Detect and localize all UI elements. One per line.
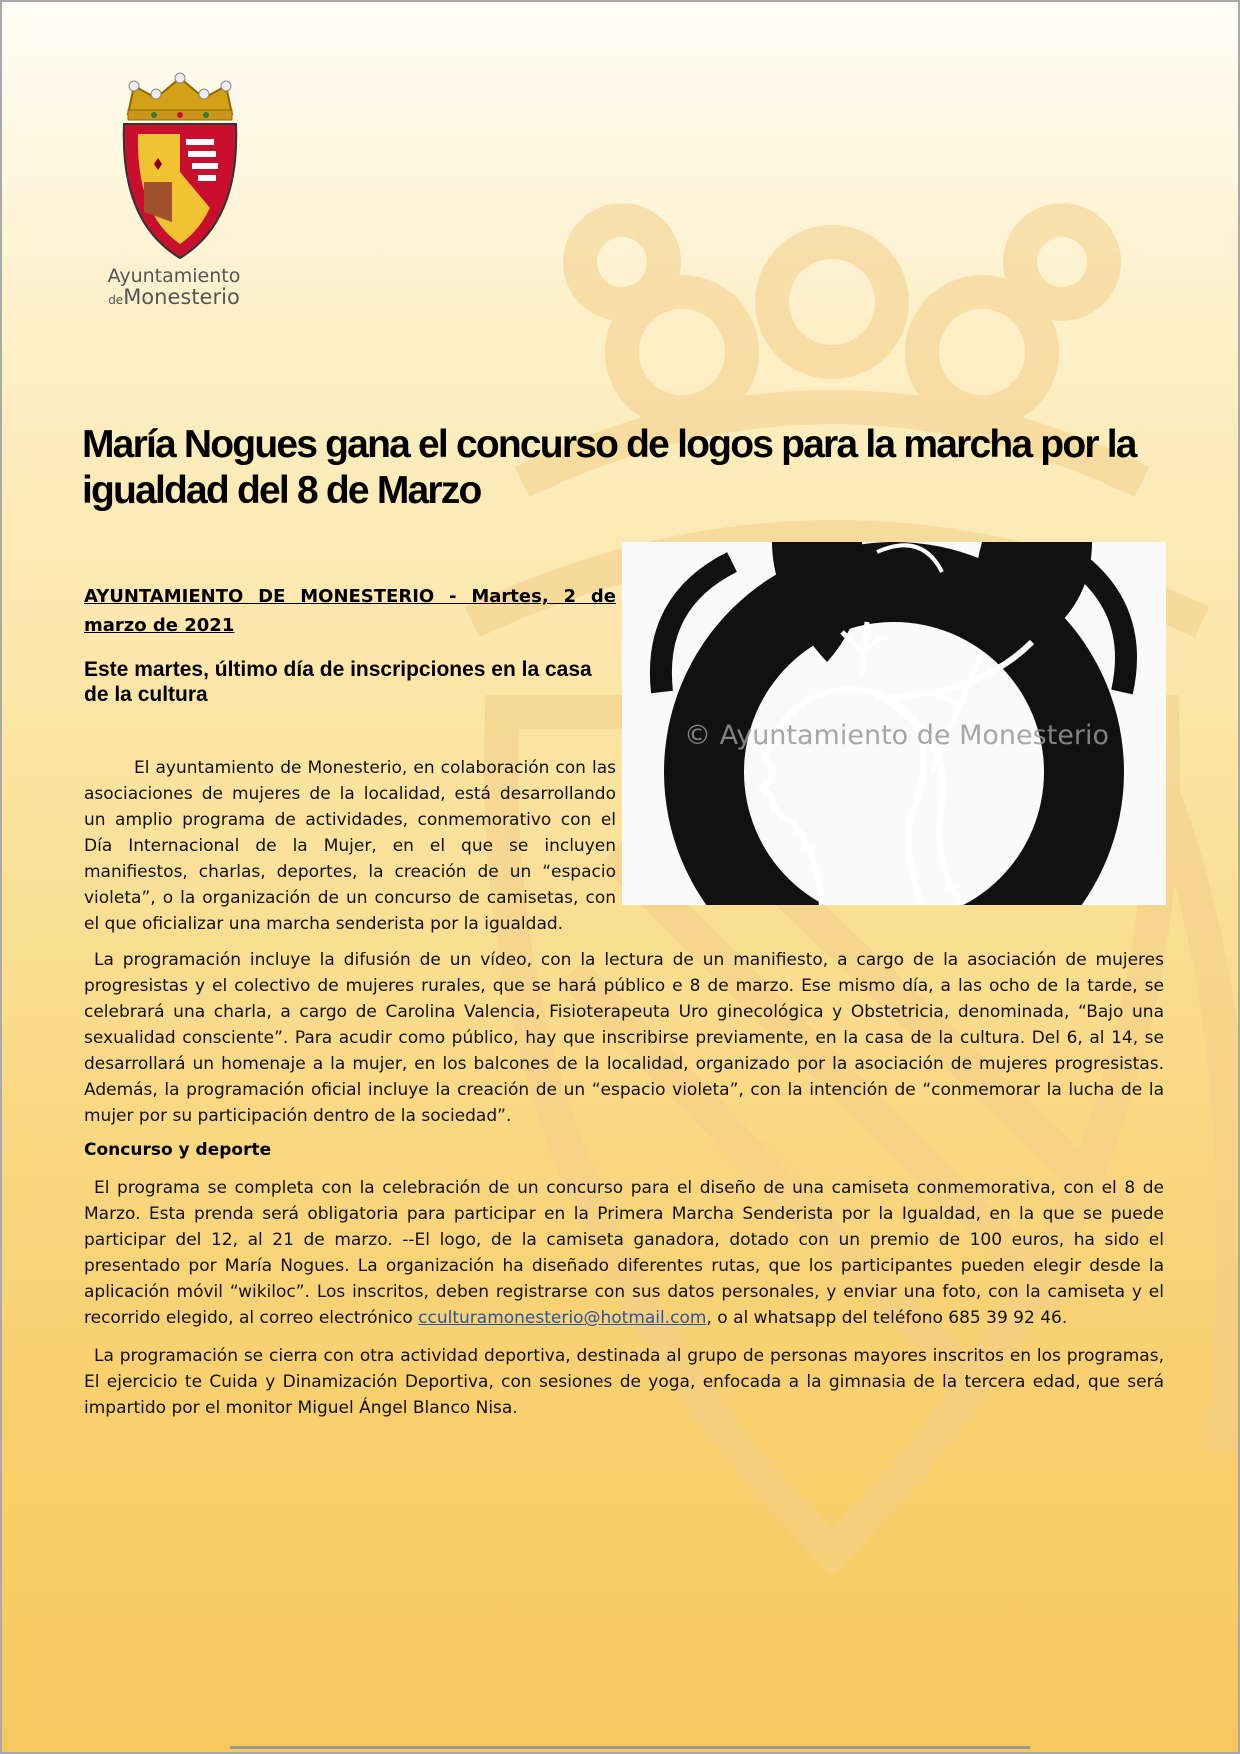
article-photo <box>622 542 1166 905</box>
coat-of-arms-icon <box>114 72 246 262</box>
footer-divider <box>230 1746 1030 1749</box>
paragraph-concurso-text: El programa se completa con la celebración de un concurso para el diseño de una camiseta conmemorativa, con el 8 de Marzo. Esta prenda será obligatoria para participar en la Primera Marcha Senderista por la Igualdad, en la que se puede participar del 12, al 21 de marzo. --El logo, de la camiseta ganadora, dotado con un premio de 100 euros, ha sido el presentado por María Nogues. La organización ha diseñado diferentes rutas, que los participantes pueden elegir desde la aplicación móvil “wikiloc”. Los inscritos, deben registrarse con sus datos personales, y enviar una foto, con la camiseta y el recorrido elegido, al correo electrónico <box>84 1178 1164 1328</box>
municipality-logo <box>104 72 254 311</box>
section-heading-concurso: Concurso y deporte <box>84 1140 272 1160</box>
paragraph-cierre: La programación se cierra con otra actividad deportiva, destinada al grupo de personas mayores inscritos en los programas, El ejercicio te Cuida y Dinamización Deportiva, con sesiones de yoga, enfocada a la gimnasia de la tercera edad, que será impartido por el monitor Miguel Ángel Blanco Nisa. <box>84 1346 1164 1418</box>
article-byline: AYUNTAMIENTO DE MONESTERIO - Martes, 2 de marzo de 2021 <box>84 586 616 636</box>
logo-line-2: Monesterio <box>123 285 240 309</box>
paragraph-concurso-text-end: , o al whatsapp del teléfono 685 39 92 46. <box>706 1308 1068 1328</box>
logo-line-2-prefix: de <box>108 293 124 307</box>
article-subtitle: Este martes, último día de inscripciones en la casa de la cultura <box>84 658 592 706</box>
photo-watermark: © Ayuntamiento de Monesterio <box>684 720 1110 751</box>
intro-paragraph: El ayuntamiento de Monesterio, en colaboración con las asociaciones de mujeres de la localidad, está desarrollando un amplio programa de actividades, conmemorativo con el Día Internacional de la Mujer, en el que se incluyen manifiestos, charlas, deportes, la creación de un “espacio violeta”, o la organización de un concurso de camisetas, con el que oficializar una marcha senderista por la igualdad. <box>84 758 616 934</box>
paragraph-concurso <box>84 1175 1164 1331</box>
email-link[interactable]: cculturamonesterio@hotmail.com <box>418 1308 707 1328</box>
paragraph-programacion: La programación incluye la difusión de un vídeo, con la lectura de un manifiesto, a cargo de la asociación de mujeres progresistas y el colectivo de mujeres rurales, que se hará público e 8 de marzo. Ese mismo día, a las ocho de la tarde, se celebrará una charla, a cargo de Carolina Valencia, Fisioterapeuta Uro ginecológica y Obstetricia, denominada, “Bajo una sexualidad consciente”. Para acudir como público, hay que inscribirse previamente, en la casa de la cultura. Del 6, al 14, se desarrollará un homenaje a la mujer, en los balcones de la localidad, organizado por la asociación de mujeres progresistas. Además, la programación oficial incluye la creación de un “espacio violeta”, con la intención de “conmemorar la lucha de la mujer por su participación dentro de la sociedad”. <box>84 950 1164 1126</box>
logo-line-1: Ayuntamiento <box>107 265 241 287</box>
article-title: María Nogues gana el concurso de logos para la marcha por la igualdad del 8 de Marzo <box>82 423 1136 512</box>
